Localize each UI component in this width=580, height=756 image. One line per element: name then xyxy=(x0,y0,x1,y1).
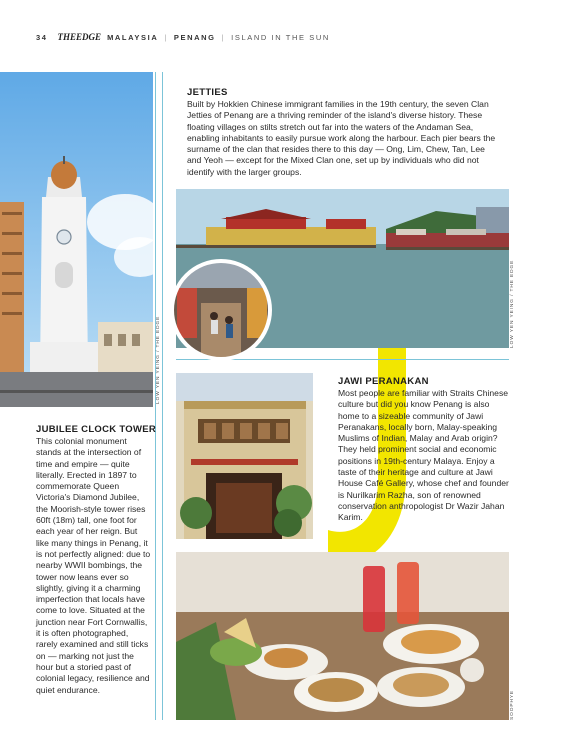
subsection-name: ISLAND IN THE SUN xyxy=(231,32,330,42)
column-rule xyxy=(162,72,163,720)
clock-tower-title: JUBILEE CLOCK TOWER xyxy=(36,424,157,435)
photo-credit: LOW YEN YEING / THE EDGE xyxy=(510,259,515,348)
header-separator: | xyxy=(221,32,226,42)
header-separator: | xyxy=(164,32,168,42)
clock-tower-body: This colonial monument stands at the intersection of time and empire — quite literally. Erected in 1897 to commemorate Queen Victoria's Diamond Jubilee, the Moorish-style tower rises 60ft (18m) tall, one foot for each year of her reign. But like many things in Penang, it is not perfectly aligned: due to nearby WWII bombings, the tower now leans ever so slightly, giving it a charming imperfection that locals have come to love. Situated at the junction near Fort Cornwallis, it is often photographed, rarely examined and still ticks on — marking not just the hour but a storied past of colonial legacy, resilience and quiet endurance. xyxy=(36,436,151,695)
jawi-body: Most people are familiar with Straits Chinese culture but did you know Penang is also home to a sizeable community of Jawi Peranakans, locally born, Malay-speaking Muslims of Indian, Malay and Arab origin? They held prominent social and economic positions in 19th-century Malaya. Enjoy a taste of their heritage and culture at Jawi House Café Gallery, whose chef and founder is Nurilkarim Razha, son of renowned conservation anthropologist Dr Wazir Jahan Karim. xyxy=(338,388,509,523)
photo-credit: LOW YEN YEING / THE EDGE xyxy=(156,315,161,404)
jetties-body: Built by Hokkien Chinese immigrant families in the 19th century, the seven Clan Jetties of Penang are a thriving reminder of the island's diverse history. These floating villages on stilts stretch out far into the waters of the Andaman Sea, enabling inhabitants to easily pursue work along the harbour. Each pier bears the surname of the clan that resides there to this day — Ong, Lim, Chew, Tan, Lee and Yeoh — except for the Mixed Clan one, set up by individuals who did not identify with the larger groups. xyxy=(187,99,496,177)
publication-name: MALAYSIA xyxy=(107,32,159,42)
page-number: 34 xyxy=(36,32,48,42)
photo-credit: SOOPHYE xyxy=(510,689,515,720)
clock-tower-photo xyxy=(0,72,153,407)
jawi-house-photo xyxy=(176,373,313,539)
jetties-title: JETTIES xyxy=(187,87,228,98)
section-name: PENANG xyxy=(173,32,216,42)
jetty-walkway-inset-photo xyxy=(169,258,273,362)
jawi-title: JAWI PERANAKAN xyxy=(338,376,429,387)
brand-logo: THEEDGE xyxy=(57,32,102,42)
running-header xyxy=(36,32,330,42)
food-photo xyxy=(176,552,509,720)
